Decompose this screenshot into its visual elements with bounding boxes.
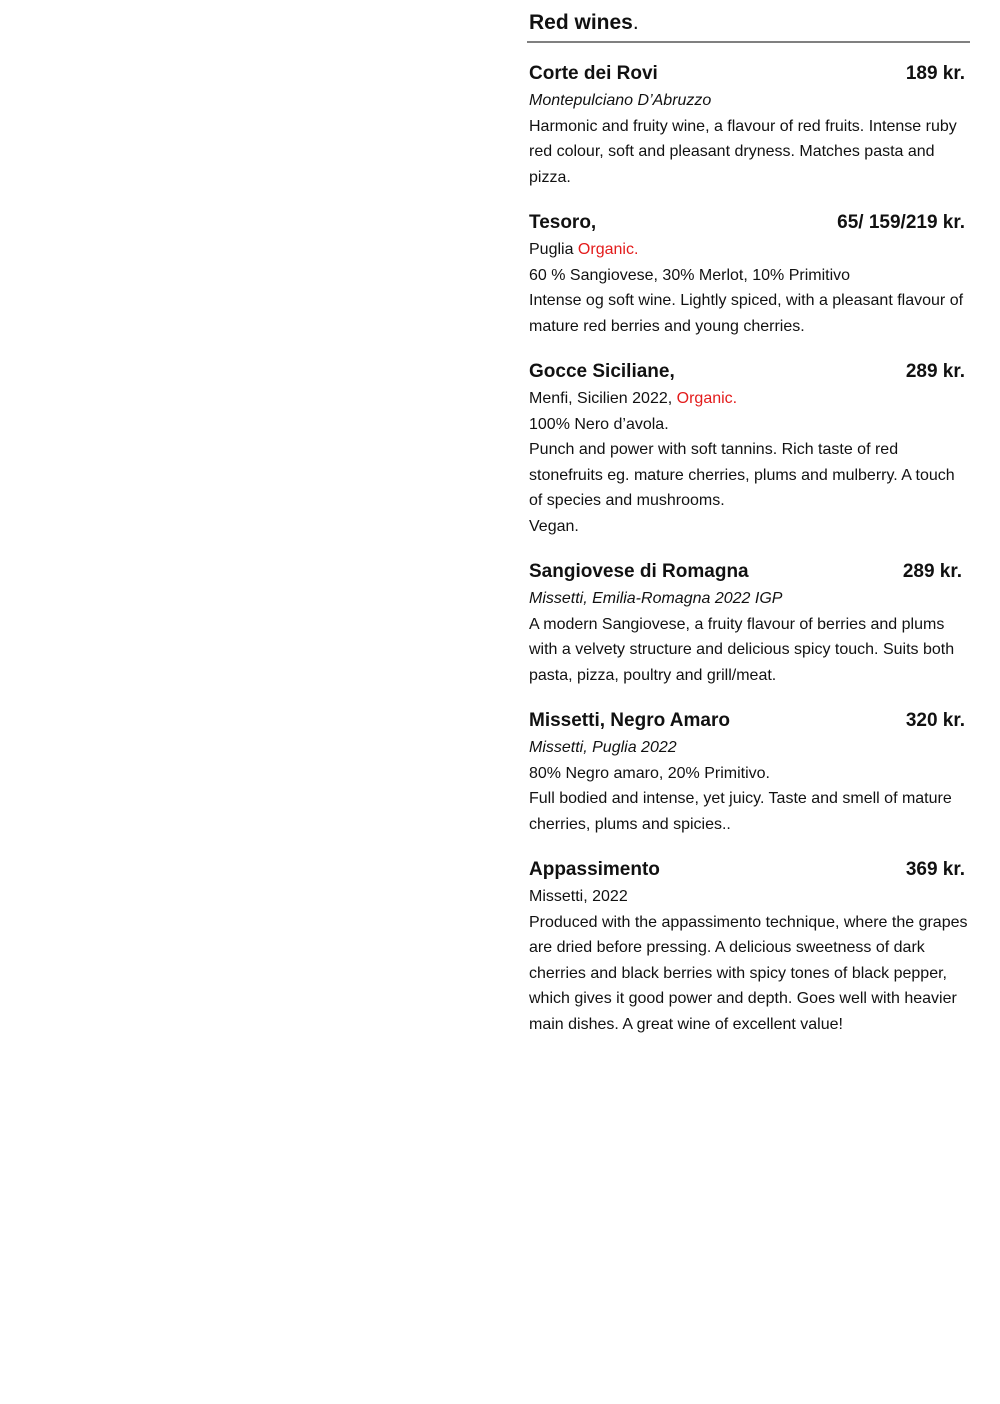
- wine-item-negro-amaro: [529, 707, 969, 837]
- wine-name: Gocce Siciliane,: [529, 361, 675, 382]
- wine-price: 289 kr.: [902, 561, 962, 582]
- wine-grapes: 100% Nero d’avola.: [529, 415, 669, 433]
- wine-item-tesoro: [529, 209, 969, 339]
- wine-header: [529, 209, 965, 237]
- wine-price: 320 kr.: [905, 710, 965, 731]
- wine-origin: Missetti, Emilia-Romagna 2022 IGP: [529, 590, 783, 607]
- wine-price: 289 kr.: [905, 361, 965, 382]
- wine-name: Appassimento: [529, 859, 660, 880]
- wine-origin: Missetti, Puglia 2022: [529, 739, 677, 756]
- wine-header: [529, 707, 965, 735]
- wine-price: 369 kr.: [905, 859, 965, 880]
- wine-item-appassimento: [529, 856, 969, 1037]
- section-title: [529, 8, 969, 41]
- wine-origin-line: [529, 237, 969, 263]
- wine-origin: Puglia: [529, 241, 578, 258]
- wine-note: Vegan.: [529, 517, 579, 535]
- wine-origin-line: [529, 386, 969, 412]
- wine-name: Sangiovese di Romagna: [529, 561, 749, 582]
- wine-item-gocce-siciliane: [529, 358, 969, 539]
- title-divider: [527, 41, 970, 43]
- wine-description: Produced with the appassimento technique, where the grapes are dried before pressing. A delicious sweetness of dark cherries and black berries with spicy tones of black pepper, which gives it good power and depth. Goes well with heavier main dishes. A great wine of excellent value!: [529, 913, 968, 1033]
- wine-header: [529, 60, 965, 88]
- wine-grapes: 60 % Sangiovese, 30% Merlot, 10% Primitivo: [529, 266, 851, 284]
- wine-description: Intense og soft wine. Lightly spiced, with a pleasant flavour of mature red berries and young cherries.: [529, 292, 964, 335]
- wine-origin: Montepulciano D’Abruzzo: [529, 92, 712, 109]
- wine-description: Punch and power with soft tannins. Rich taste of red stonefruits eg. mature cherries, plums and mulberry. A touch of species and mushrooms.: [529, 441, 955, 509]
- wine-origin: Missetti, 2022: [529, 888, 628, 905]
- wine-name: Corte dei Rovi: [529, 63, 658, 84]
- wine-header: [529, 558, 962, 586]
- wine-item-corte-dei-rovi: [529, 60, 969, 190]
- wine-header: [529, 358, 965, 386]
- wine-description: Harmonic and fruity wine, a flavour of red fruits. Intense ruby red colour, soft and pleasant dryness. Matches pasta and pizza.: [529, 117, 957, 186]
- wine-menu: [529, 8, 969, 1056]
- wine-description: A modern Sangiovese, a fruity flavour of berries and plums with a velvety structure and delicious spicy touch. Suits both pasta, pizza, poultry and grill/meat.: [529, 615, 955, 684]
- wine-origin: Menfi, Sicilien 2022,: [529, 390, 677, 407]
- wine-name: Tesoro,: [529, 212, 597, 233]
- wine-header: [529, 856, 965, 884]
- section-title-text: Red wines: [529, 11, 633, 34]
- wine-grapes: 80% Negro amaro, 20% Primitivo.: [529, 764, 770, 782]
- wine-price: 65/ 159/219 kr.: [837, 212, 965, 233]
- organic-label: Organic.: [676, 390, 738, 407]
- wine-price: 189 kr.: [905, 63, 965, 84]
- wine-item-sangiovese-di-romagna: [529, 558, 969, 688]
- wine-name: Missetti, Negro Amaro: [529, 710, 730, 731]
- section-title-dot: .: [632, 11, 639, 34]
- wine-description: Full bodied and intense, yet juicy. Taste and smell of mature cherries, plums and spicies..: [529, 790, 952, 833]
- organic-label: Organic.: [577, 241, 639, 258]
